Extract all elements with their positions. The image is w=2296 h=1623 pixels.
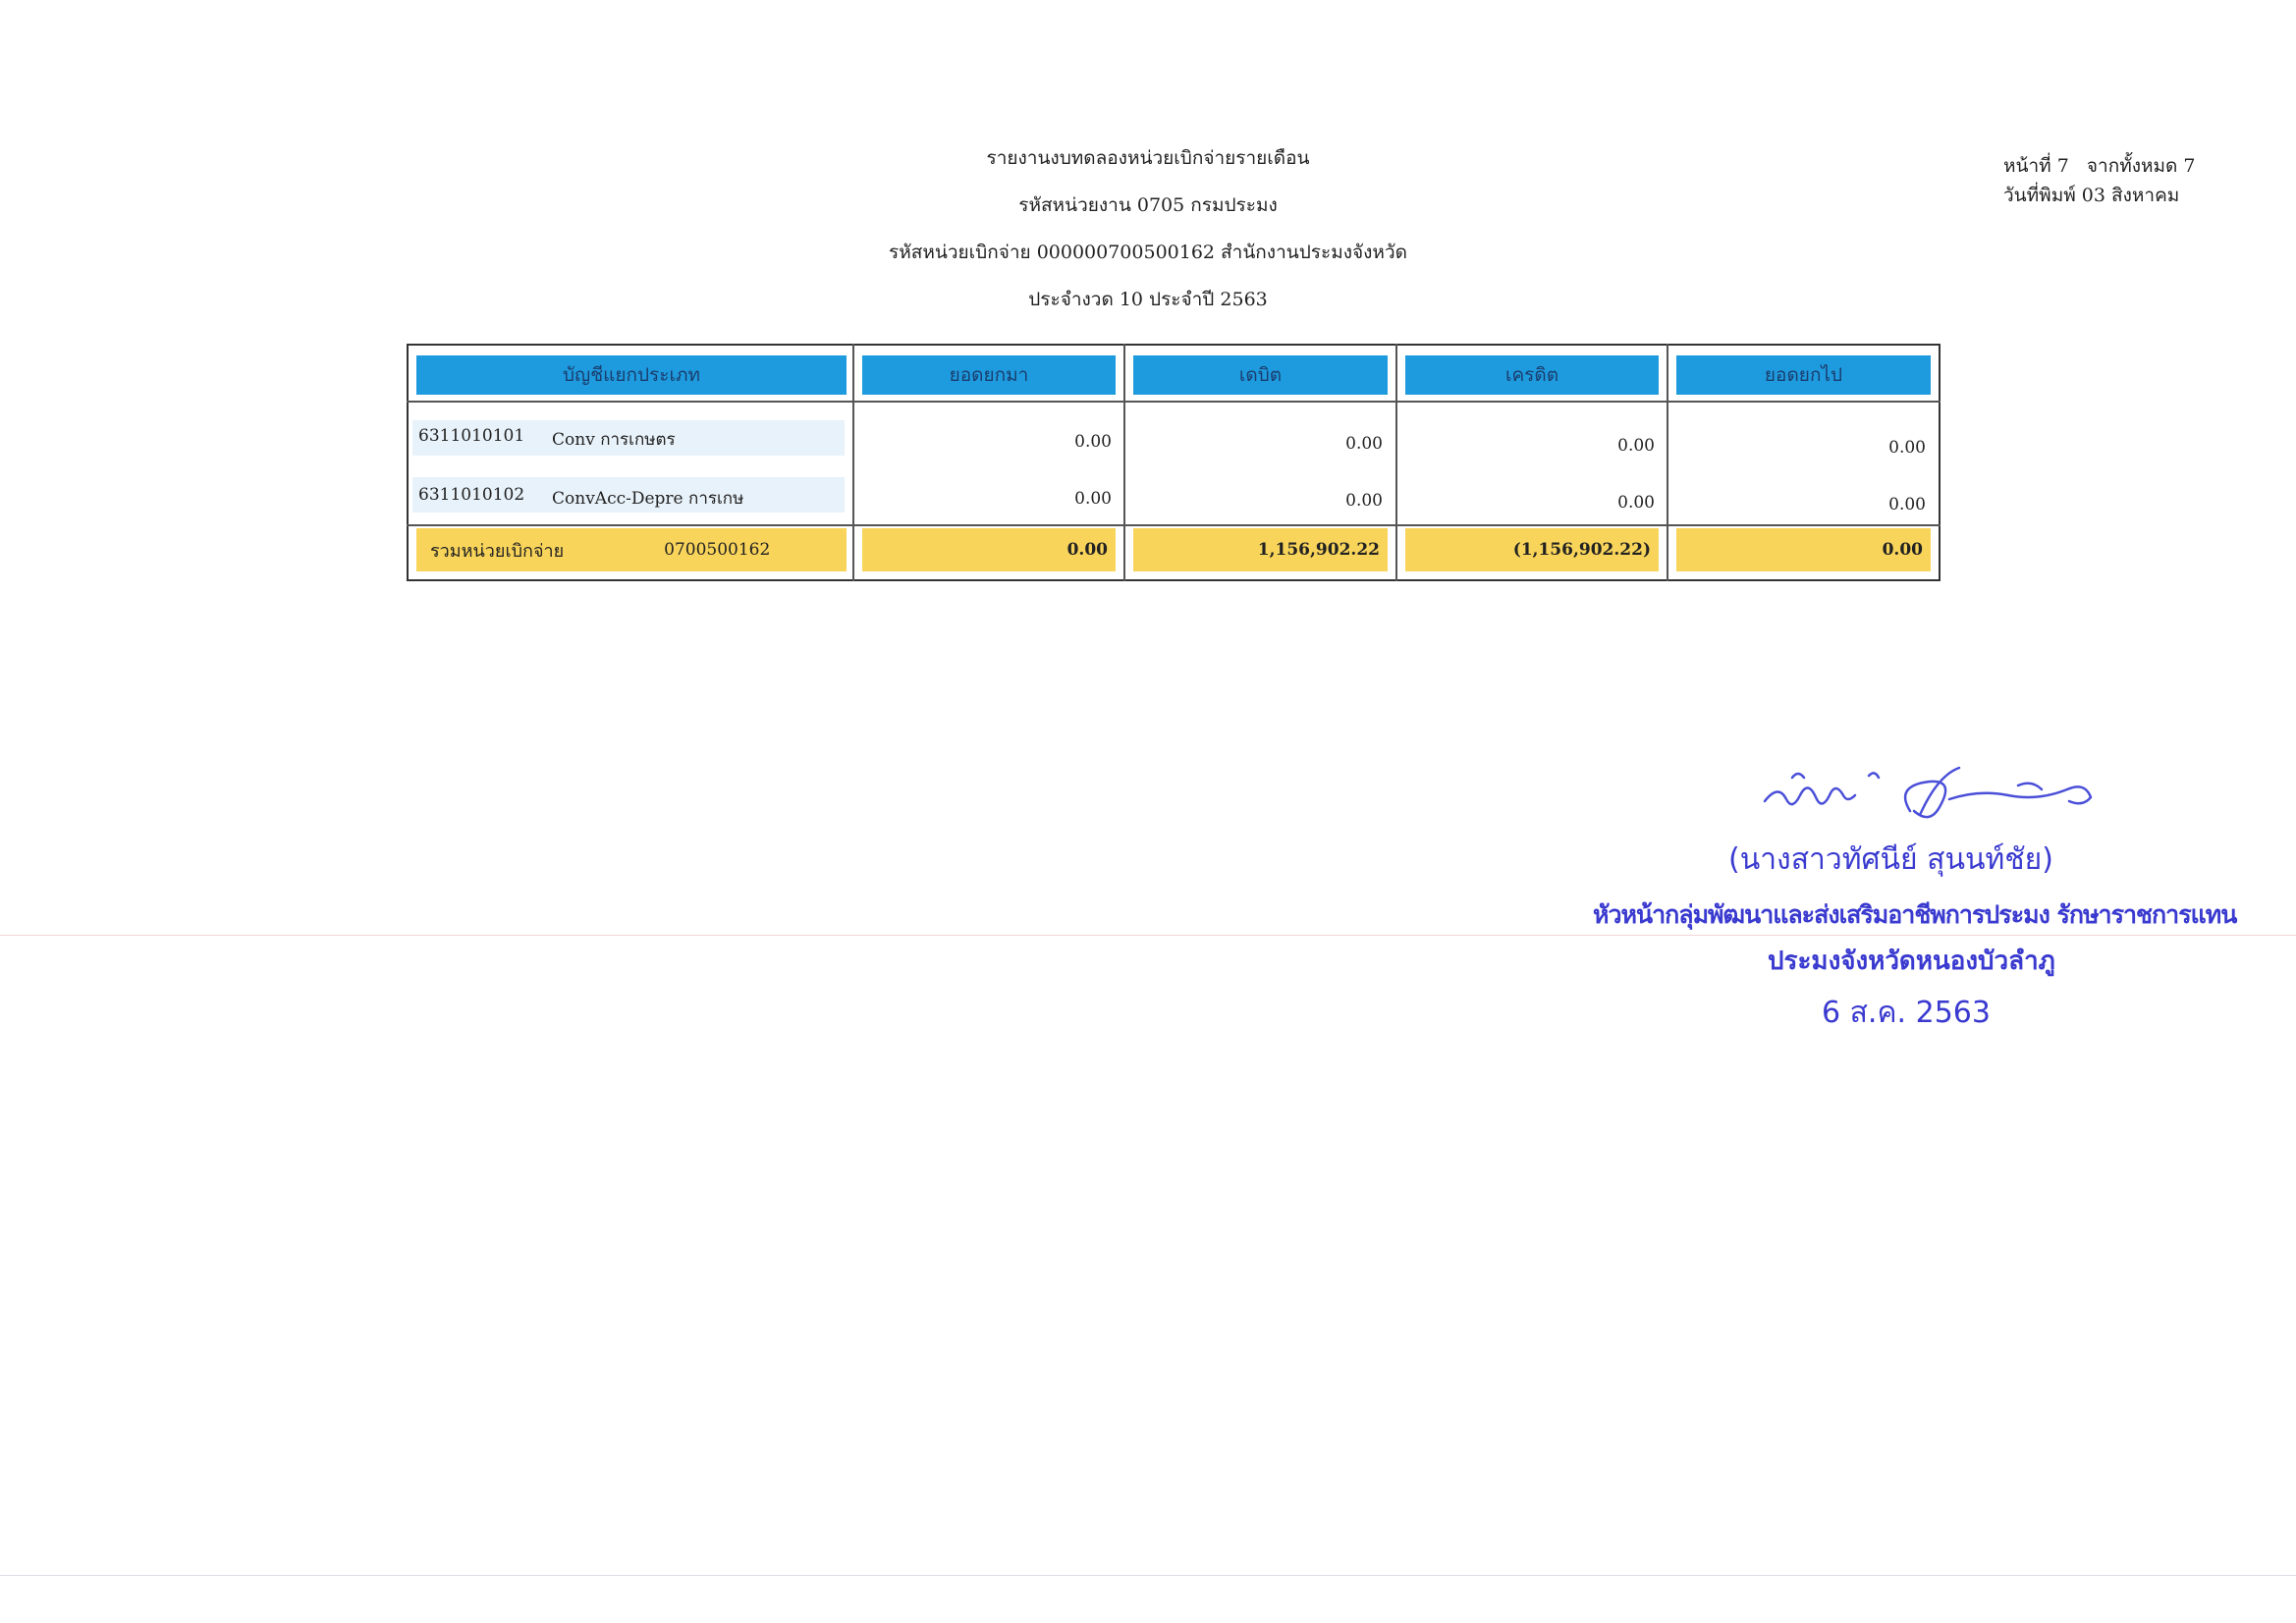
header-brought-forward: ยอดยกมา (862, 355, 1116, 395)
page-number-info (2003, 151, 2208, 181)
signer-name: (นางสาวทัศนีย์ สุนนท์ชัย) (1728, 842, 2053, 877)
column-divider (1667, 344, 1668, 581)
account-name: Conv การเกษตร (552, 430, 676, 450)
header-credit: เครดิต (1405, 355, 1659, 395)
total-label-cell (416, 528, 847, 571)
report-title: รายงานงบทดลองหน่วยเบิกจ่ายรายเดือน (986, 147, 1310, 169)
debit-value: 0.00 (1345, 434, 1383, 454)
agency-code: รหัสหน่วยงาน 0705 กรมประมง (1018, 194, 1278, 216)
total-carried-forward: 0.00 (1676, 528, 1931, 571)
header-divider (407, 401, 1941, 403)
total-divider (407, 524, 1941, 526)
print-date: วันที่พิมพ์ 03 สิงหาคม (2003, 185, 2180, 206)
total-brought-forward: 0.00 (862, 528, 1116, 571)
brought-forward-value: 0.00 (1074, 432, 1112, 452)
credit-value: 0.00 (1617, 493, 1655, 513)
header-carried-forward: ยอดยกไป (1676, 355, 1931, 395)
total-credit: (1,156,902.22) (1405, 528, 1659, 571)
total-label: รวมหน่วยเบิกจ่าย (430, 540, 565, 562)
debit-value: 0.00 (1345, 491, 1383, 511)
page-total-label: จากทั้งหมด 7 (2086, 155, 2196, 177)
page-label: หน้าที่ 7 (2003, 155, 2069, 177)
credit-value: 0.00 (1617, 436, 1655, 456)
column-divider (1123, 344, 1125, 581)
disbursement-unit-code: รหัสหน่วยเบิกจ่าย 000000700500162 สำนักงานประมงจังหวัด (889, 242, 1407, 263)
scan-fold-line (0, 935, 2296, 936)
handwritten-signature (1753, 756, 2126, 844)
account-code: 6311010101 (418, 426, 525, 446)
report-period: ประจำงวด 10 ประจำปี 2563 (1028, 289, 1268, 310)
account-name: ConvAcc-Depre การเกษ (552, 489, 744, 509)
column-divider (1395, 344, 1397, 581)
signer-position: หัวหน้ากลุ่มพัฒนาและส่งเสริมอาชีพการประมง รักษาราชการแทน (1593, 900, 2237, 929)
carried-forward-value: 0.00 (1888, 495, 1926, 514)
signer-office: ประมงจังหวัดหนองบัวลำภู (1768, 947, 2055, 976)
signature-date: 6 ส.ค. 2563 (1822, 996, 1991, 1030)
scan-fold-line (0, 1575, 2296, 1576)
header-account: บัญชีแยกประเภท (416, 355, 847, 395)
carried-forward-value: 0.00 (1888, 438, 1926, 458)
total-unit-code: 0700500162 (664, 540, 771, 560)
account-code: 6311010102 (418, 485, 525, 505)
brought-forward-value: 0.00 (1074, 489, 1112, 509)
column-divider (852, 344, 854, 581)
total-debit: 1,156,902.22 (1133, 528, 1388, 571)
header-debit: เดบิต (1133, 355, 1388, 395)
